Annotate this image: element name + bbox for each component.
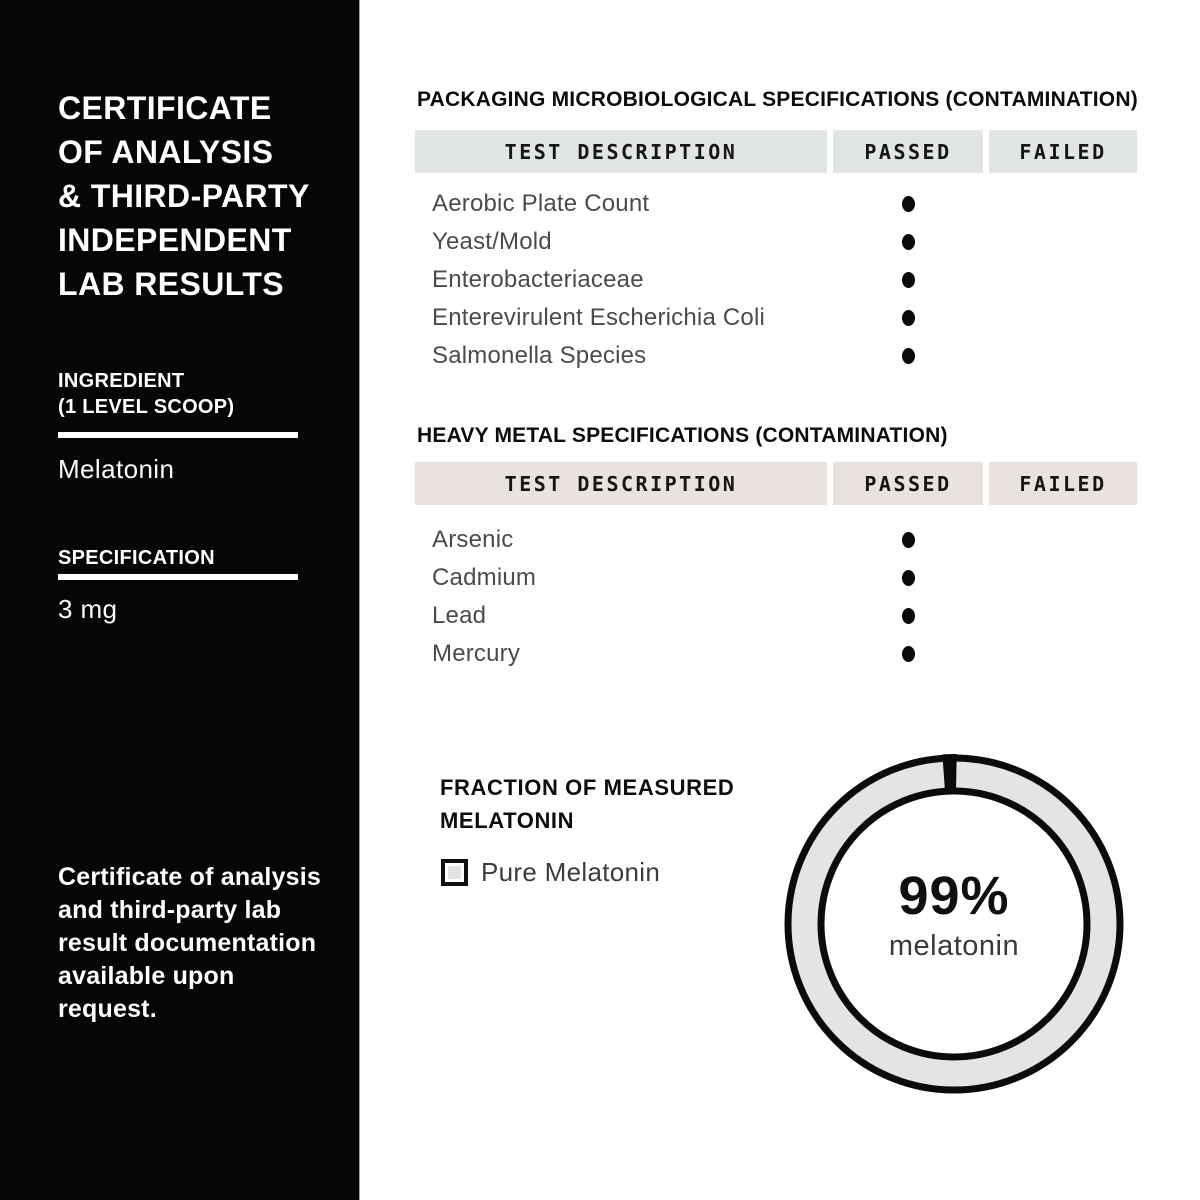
donut-ingredient-label: melatonin bbox=[888, 930, 1020, 962]
chart-legend bbox=[441, 857, 660, 888]
page-title-line: OF ANALYSIS bbox=[58, 134, 274, 170]
column-header-test-description: TEST DESCRIPTION bbox=[415, 130, 827, 173]
passed-dot-icon bbox=[902, 646, 915, 662]
test-description: Aerobic Plate Count bbox=[432, 190, 650, 217]
passed-cell bbox=[833, 646, 983, 662]
passed-dot-icon bbox=[902, 310, 915, 326]
test-description: Enterobacteriaceae bbox=[432, 266, 644, 293]
divider bbox=[58, 432, 298, 438]
specification-label: SPECIFICATION bbox=[58, 547, 215, 569]
microbiological-table bbox=[415, 130, 1137, 375]
column-header-passed: PASSED bbox=[833, 462, 983, 505]
column-header-failed: FAILED bbox=[989, 462, 1137, 505]
footnote-line: and third-party lab bbox=[58, 896, 282, 924]
table-row bbox=[415, 223, 1137, 261]
specification-value: 3 mg bbox=[58, 594, 118, 624]
page-title-line: INDEPENDENT bbox=[58, 222, 292, 258]
passed-cell bbox=[833, 310, 983, 326]
page-title-line: LAB RESULTS bbox=[58, 266, 285, 302]
passed-dot-icon bbox=[902, 570, 915, 586]
passed-dot-icon bbox=[902, 196, 915, 212]
microbiological-section-title: PACKAGING MICROBIOLOGICAL SPECIFICATIONS (CONTAMINATION) bbox=[417, 88, 1138, 111]
passed-dot-icon bbox=[902, 272, 915, 288]
donut-ring-graphic bbox=[781, 751, 1127, 1097]
test-description: Lead bbox=[432, 602, 487, 629]
fraction-title-line: MELATONIN bbox=[440, 808, 575, 833]
legend-label: Pure Melatonin bbox=[481, 857, 661, 887]
table-row bbox=[415, 185, 1137, 223]
passed-dot-icon bbox=[902, 532, 915, 548]
availability-footnote bbox=[58, 861, 321, 1026]
ingredient-label-line: (1 LEVEL SCOOP) bbox=[58, 396, 235, 418]
passed-dot-icon bbox=[902, 234, 915, 250]
footnote-line: available upon bbox=[58, 962, 235, 990]
passed-cell bbox=[833, 272, 983, 288]
donut-chart bbox=[781, 751, 1127, 1097]
heavy-metal-section-title: HEAVY METAL SPECIFICATIONS (CONTAMINATION) bbox=[417, 424, 948, 447]
heavy-metal-table bbox=[415, 462, 1137, 673]
footnote-line: result documentation bbox=[58, 929, 317, 957]
passed-dot-icon bbox=[902, 608, 915, 624]
passed-dot-icon bbox=[902, 348, 915, 364]
donut-percentage: 99% bbox=[898, 866, 1010, 926]
passed-cell bbox=[833, 608, 983, 624]
test-description: Arsenic bbox=[432, 526, 514, 553]
table-row bbox=[415, 635, 1137, 673]
passed-cell bbox=[833, 234, 983, 250]
page-title bbox=[58, 86, 310, 306]
table-row bbox=[415, 559, 1137, 597]
fraction-title-line: FRACTION OF MEASURED bbox=[440, 775, 735, 800]
page-title-line: & THIRD-PARTY bbox=[58, 178, 310, 214]
table-header-row bbox=[415, 462, 1137, 505]
passed-cell bbox=[833, 196, 983, 212]
donut-inner-ring bbox=[821, 791, 1087, 1057]
column-header-test-description: TEST DESCRIPTION bbox=[415, 462, 827, 505]
table-row bbox=[415, 337, 1137, 375]
ingredient-label-line: INGREDIENT bbox=[58, 370, 185, 392]
column-header-failed: FAILED bbox=[989, 130, 1137, 173]
passed-cell bbox=[833, 532, 983, 548]
table-body bbox=[415, 505, 1137, 673]
table-row bbox=[415, 521, 1137, 559]
divider bbox=[58, 574, 298, 580]
fraction-section-title bbox=[440, 771, 734, 837]
table-row bbox=[415, 597, 1137, 635]
footnote-line: request. bbox=[58, 995, 157, 1023]
passed-cell bbox=[833, 348, 983, 364]
page-title-line: CERTIFICATE bbox=[58, 90, 272, 126]
test-description: Enterevirulent Escherichia Coli bbox=[432, 304, 766, 331]
test-description: Mercury bbox=[432, 640, 521, 667]
column-header-passed: PASSED bbox=[833, 130, 983, 173]
test-description: Salmonella Species bbox=[432, 342, 647, 369]
table-row bbox=[415, 299, 1137, 337]
table-header-row bbox=[415, 130, 1137, 173]
test-description: Yeast/Mold bbox=[432, 228, 552, 255]
table-body bbox=[415, 173, 1137, 375]
passed-cell bbox=[833, 570, 983, 586]
ingredient-label bbox=[58, 368, 234, 420]
table-row bbox=[415, 261, 1137, 299]
footnote-line: Certificate of analysis bbox=[58, 863, 322, 891]
sidebar bbox=[0, 0, 360, 1200]
legend-swatch-icon bbox=[441, 859, 468, 886]
ingredient-value: Melatonin bbox=[58, 454, 175, 484]
test-description: Cadmium bbox=[432, 564, 537, 591]
